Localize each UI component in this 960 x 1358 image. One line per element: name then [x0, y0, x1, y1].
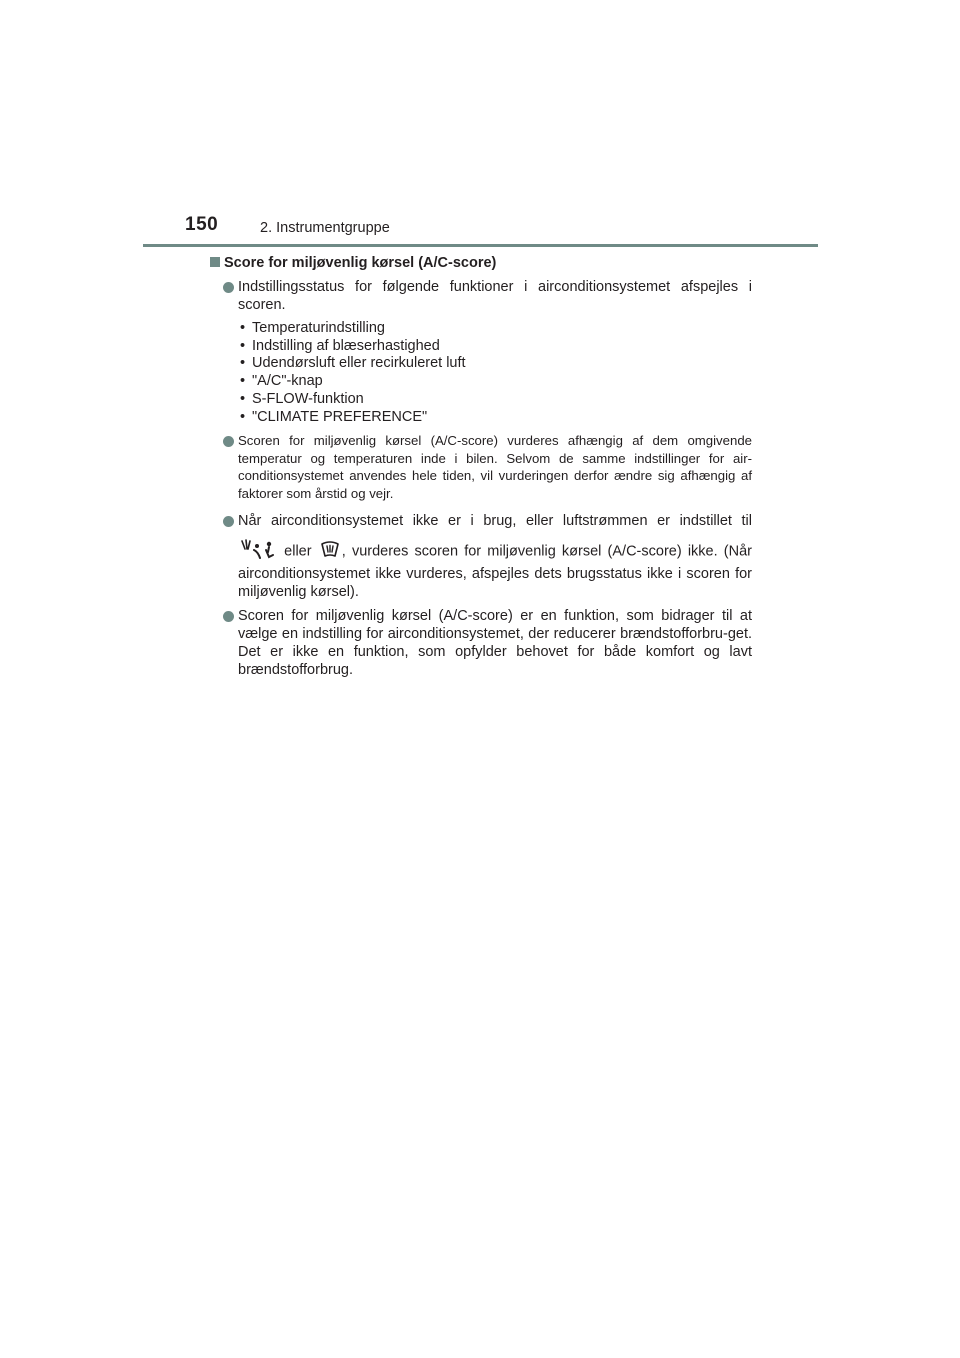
- bullet-item-settings: [210, 278, 752, 426]
- bullet-text: Scoren for miljøvenlig kørsel (A/C-score) er en funktion, som bidrager til at vælge en indstilling for airconditionsystemet, der reducerer brændstofforbru-get. Det er ikke en funktion, som opfylder behovet for både komfort og lavt brændstofforbrug.: [238, 608, 752, 679]
- bullet-text: Indstillingsstatus for følgende funktioner i airconditionsystemet afspejles i scoren.: [238, 279, 752, 313]
- connector-text: eller: [284, 543, 312, 560]
- square-bullet-icon: [210, 257, 220, 267]
- bullet-item-evaluation: [210, 432, 752, 502]
- circle-bullet-icon: [223, 516, 234, 527]
- chapter-title: 2. Instrumentgruppe: [260, 220, 390, 236]
- list-item: • S-FLOW-funktion: [238, 391, 752, 409]
- list-item: • "A/C"-knap: [238, 373, 752, 391]
- list-item: • Indstilling af blæserhastighed: [238, 338, 752, 356]
- bullet-item-not-in-use: [210, 512, 752, 601]
- bullet-text: Scoren for miljøvenlig kørsel (A/C-score) vurderes afhængig af dem omgivende temperatur og temperaturen inde i bilen. Selvom de samme indstillinger for air-conditionsystemet anvendes hele tiden, vil vurderingen derfor ændre sig afhængig af faktorer som årstid og vejr.: [238, 433, 752, 501]
- page-content: [210, 252, 752, 685]
- section-heading-text: Score for miljøvenlig kørsel (A/C-score): [224, 255, 497, 271]
- bullet-item-function-purpose: [210, 607, 752, 679]
- circle-bullet-icon: [223, 282, 234, 293]
- header-rule: [143, 244, 818, 247]
- windshield-and-feet-airflow-icon: [240, 538, 276, 565]
- bullet-text-line1: Når airconditionsystemet ikke er i brug, eller luftstrømmen er indstillet til: [238, 513, 752, 530]
- circle-bullet-icon: [223, 611, 234, 622]
- windshield-airflow-icon: [320, 539, 340, 564]
- page-number: 150: [185, 214, 219, 235]
- function-list: [210, 320, 752, 426]
- list-item: • Udendørsluft eller recirkuleret luft: [238, 355, 752, 373]
- list-item: • Temperaturindstilling: [238, 320, 752, 338]
- page-header: [0, 0, 960, 250]
- bullet-text-continued: [238, 538, 752, 601]
- section-heading: [210, 254, 752, 272]
- list-item: • "CLIMATE PREFERENCE": [238, 409, 752, 427]
- circle-bullet-icon: [223, 436, 234, 447]
- bullet-text-rest: , vurderes scoren for miljøvenlig kørsel (A/C-score) ikke. (Når airconditionsystemet ikke vurderes, afspejles dets brugsstatus ikke i scoren for miljøvenlig kørsel).: [238, 543, 753, 601]
